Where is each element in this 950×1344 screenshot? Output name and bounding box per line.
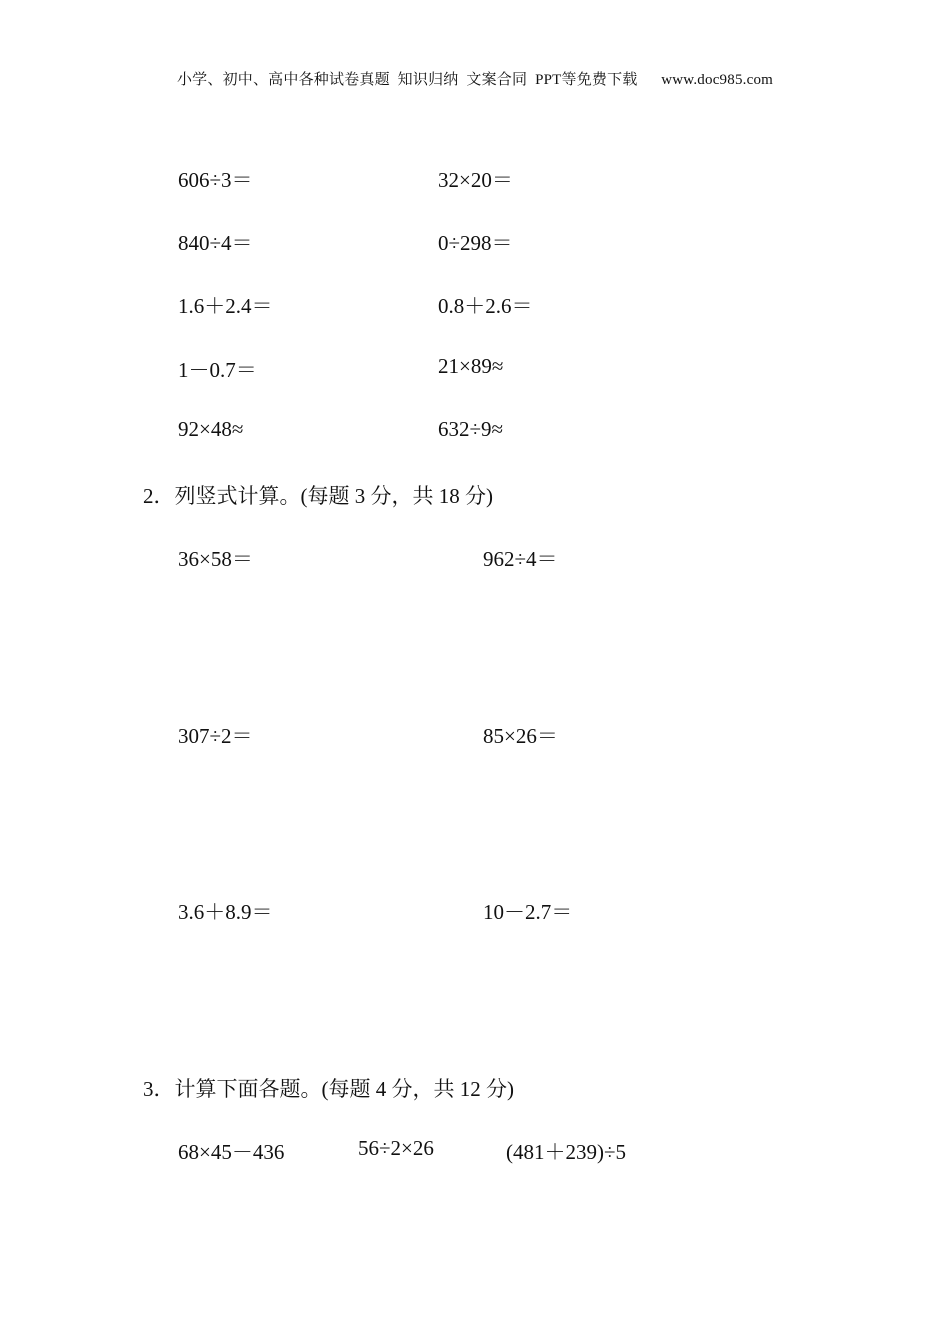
oral-problem: 1－0.7＝ — [178, 358, 257, 382]
vertical-calc-problem: 85×26＝ — [483, 724, 558, 748]
oral-problem: 632÷9≈ — [438, 417, 504, 441]
vertical-calc-problem: 962÷4＝ — [483, 547, 558, 571]
vertical-calc-problem: 3.6＋8.9＝ — [178, 900, 273, 924]
oral-problem: 32×20＝ — [438, 168, 513, 192]
vertical-calc-problem: 36×58＝ — [178, 547, 253, 571]
oral-problem: 1.6＋2.4＝ — [178, 294, 273, 318]
section-2-title: 2．列竖式计算。(每题 3 分，共 18 分) — [143, 484, 493, 508]
calc-problem: (481＋239)÷5 — [506, 1140, 627, 1164]
oral-problem: 0.8＋2.6＝ — [438, 294, 533, 318]
calc-problem: 56÷2×26 — [358, 1136, 434, 1160]
oral-problem: 840÷4＝ — [178, 231, 253, 255]
vertical-calc-problem: 307÷2＝ — [178, 724, 253, 748]
oral-problem: 0÷298＝ — [438, 231, 513, 255]
vertical-calc-problem: 10－2.7＝ — [483, 900, 573, 924]
section-3-title: 3．计算下面各题。(每题 4 分，共 12 分) — [143, 1077, 514, 1101]
page-header: 小学、初中、高中各种试卷真题 知识归纳 文案合同 PPT等免费下载 www.doc985.com — [176, 72, 774, 88]
oral-problem: 606÷3＝ — [178, 168, 253, 192]
oral-problem: 92×48≈ — [178, 417, 244, 441]
oral-problem: 21×89≈ — [438, 354, 504, 378]
calc-problem: 68×45－436 — [178, 1140, 285, 1164]
